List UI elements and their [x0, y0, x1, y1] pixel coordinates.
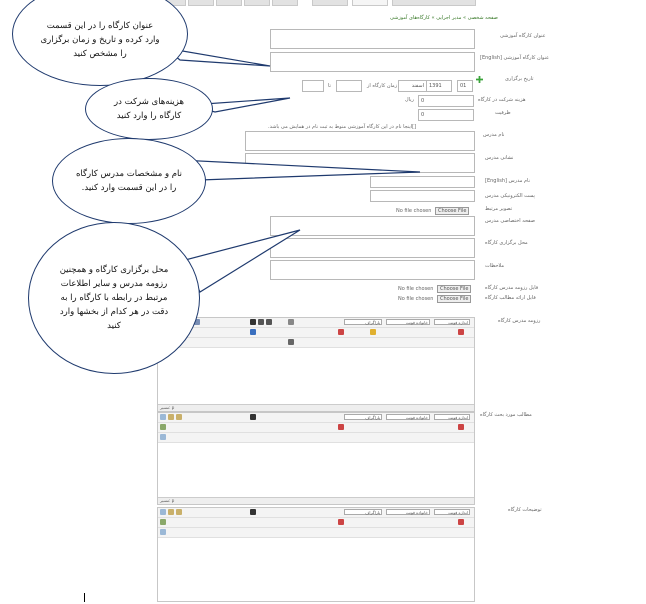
breadcrumb-home[interactable]: صفحه شخصی	[467, 15, 498, 21]
resume-file-status: No file chosen	[398, 286, 434, 292]
date-month-input[interactable]: اسفند	[398, 80, 427, 92]
content-file-status: No file chosen	[398, 296, 434, 302]
format-select[interactable]: پاراگراف	[344, 319, 382, 325]
resume-label: رزومه مدرس کارگاه	[498, 318, 541, 324]
topics-label: مطالب مورد بحث کارگاه	[480, 412, 532, 418]
editor-path: مسیر: p	[158, 497, 474, 504]
time-to-label: تا	[328, 83, 331, 89]
date-year-input[interactable]: 1391	[426, 80, 452, 92]
title-en-label: عنوان کارگاه آموزشی [English]	[480, 55, 550, 61]
registration-checkbox-note[interactable]: []اینجا نام در این کارگاه آموزشی منوط به ثبت نام در همایش می باشد.	[268, 124, 417, 130]
teacher-page-label: صفحه اختصاصی مدرس	[485, 218, 535, 224]
capacity-input[interactable]: 0	[418, 109, 474, 121]
teacher-name-en-label: نام مدرس [English]	[485, 178, 530, 184]
venue-label: محل برگزاری کارگاه	[485, 240, 528, 246]
callout-bubble-fee: هزینه‌های شرکت در کارگاه را وارد کنید	[85, 78, 213, 140]
editor-path: مسیر: p	[158, 404, 474, 411]
font-select[interactable]: خانواده فونت	[386, 319, 430, 325]
fee-label: هزینه شرکت در کارگاه	[478, 97, 526, 103]
teacher-photo-label: تصویر مرتبط	[485, 206, 513, 212]
photo-file-status: No file chosen	[396, 208, 432, 214]
photo-choose-file-button[interactable]: Choose File	[435, 207, 469, 215]
fee-input[interactable]: 0	[418, 95, 474, 107]
resume-choose-file-button[interactable]: Choose File	[437, 285, 471, 293]
content-choose-file-button[interactable]: Choose File	[437, 295, 471, 303]
capacity-label: ظرفیت	[495, 110, 511, 116]
callout-bubble-teacher: نام و مشخصات مدرس کارگاه را در این قسمت وارد کنید.	[52, 138, 206, 224]
resume-file-label: فایل رزومه مدرس کارگاه	[485, 285, 539, 291]
bubble3-pointer	[180, 160, 420, 180]
title-label: عنوان کارگاه آموزشی	[500, 33, 546, 39]
description-label: توضیحات کارگاه	[508, 507, 542, 513]
date-day-input[interactable]: 01	[457, 80, 473, 92]
format-select[interactable]: پاراگراف	[344, 509, 382, 515]
size-select[interactable]: اندازه فونت	[434, 414, 470, 420]
notes-label: ملاحظات	[485, 263, 505, 269]
breadcrumb-section[interactable]: مدیر اجرایی	[436, 15, 462, 21]
teacher-address-label: نشانی مدرس	[485, 155, 514, 161]
date-label: تاریخ برگزاری	[505, 76, 534, 82]
teacher-name-label: نام مدرس	[483, 132, 505, 138]
text-cursor	[84, 593, 85, 602]
font-select[interactable]: خانواده فونت	[386, 414, 430, 420]
callout-bubble-title: عنوان کارگاه را در این قسمت وارد کرده و تاریخ و زمان برگزاری را مشخص کنید	[12, 0, 188, 86]
time-from-label: زمان کارگاه از	[367, 83, 398, 89]
breadcrumb: صفحه شخصی » مدیر اجرایی » کارگاه‌های آموزشی	[390, 15, 498, 21]
content-file-label: فایل ارائه مطالب کارگاه	[485, 295, 536, 301]
fee-currency: ریال	[405, 97, 414, 103]
breadcrumb-page[interactable]: کارگاه‌های آموزشی	[390, 15, 430, 21]
format-select[interactable]: پاراگراف	[344, 414, 382, 420]
teacher-email-label: پست الکترونیکی مدرس	[485, 193, 535, 199]
bubble4-pointer	[185, 230, 300, 292]
size-select[interactable]: اندازه فونت	[434, 319, 470, 325]
size-select[interactable]: اندازه فونت	[434, 509, 470, 515]
callout-bubble-venue: محل برگزاری کارگاه و همچنین رزومه مدرس و سایر اطلاعات مرتبط در رابطه با کارگاه را به دقت در هر کدام از بخشها وارد کنید	[28, 222, 200, 374]
font-select[interactable]: خانواده فونت	[386, 509, 430, 515]
